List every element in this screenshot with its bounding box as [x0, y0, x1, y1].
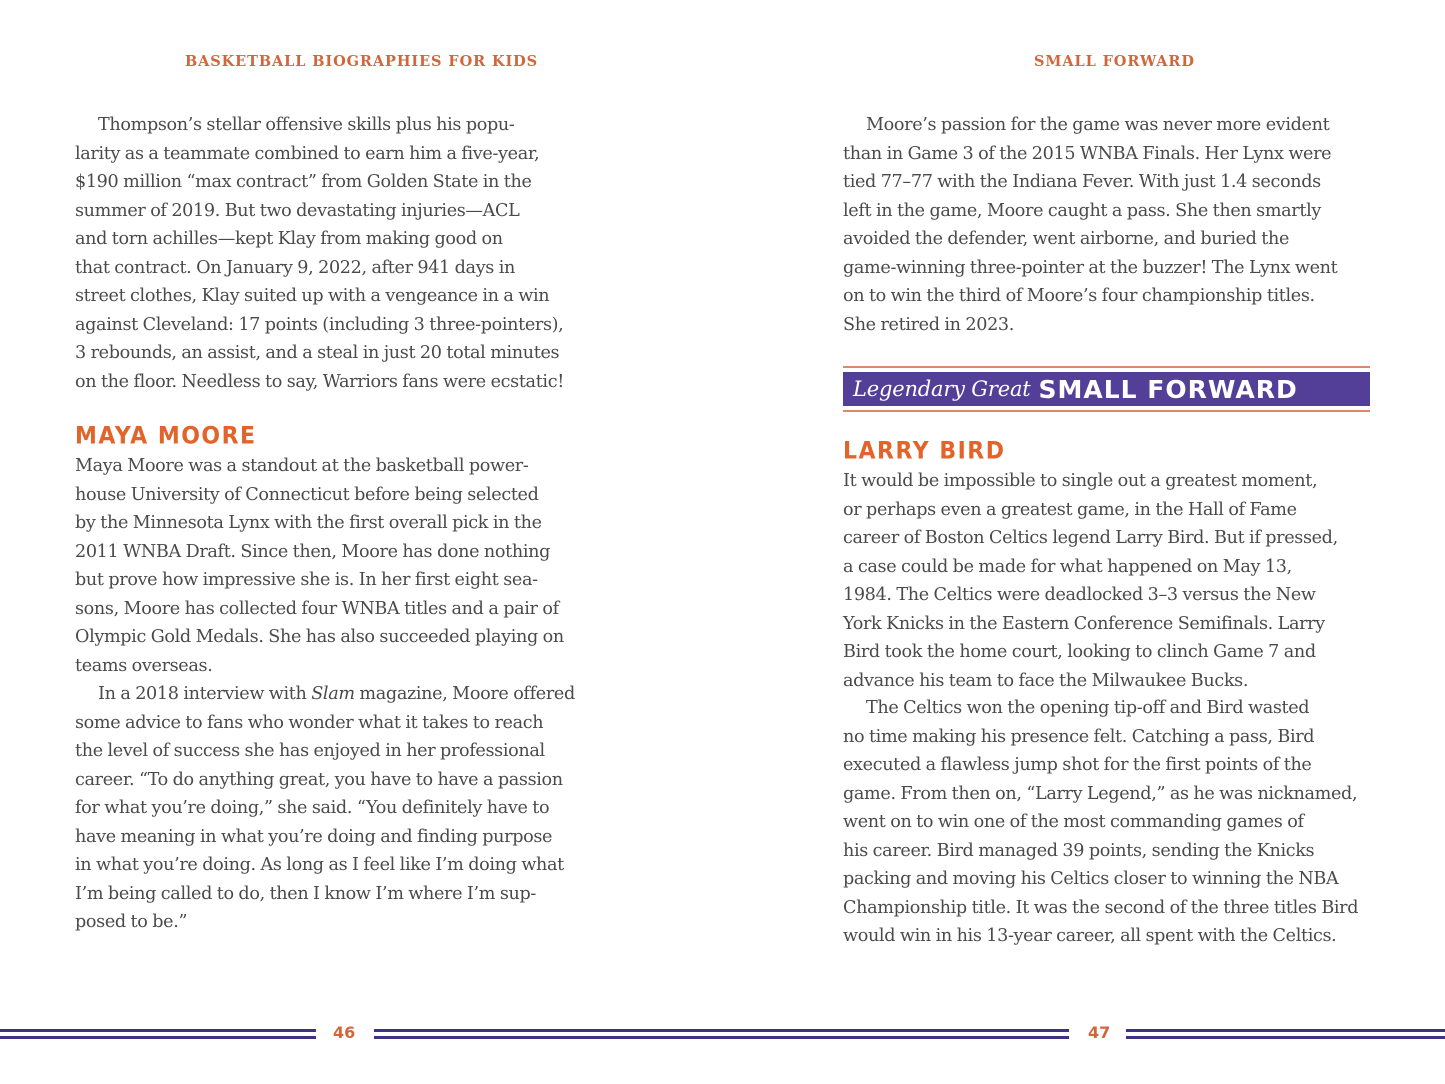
maya-moore-paragraph-1	[75, 452, 615, 680]
banner-bold-text: SMALL FORWARD	[1038, 374, 1298, 404]
text-line: 3 rebounds, an assist, and a steal in just 20 total minutes	[75, 343, 560, 363]
text-line: that contract. On January 9, 2022, after 941 days in	[75, 257, 515, 278]
text-line: for what you’re doing,” she said. “You definitely have to	[75, 798, 550, 818]
text-line: the level of success she has enjoyed in her professional	[75, 741, 545, 761]
running-head: BASKETBALL BIOGRAPHIES FOR KIDS	[185, 53, 539, 70]
text-line: It would be impossible to single out a greatest moment,	[843, 471, 1318, 491]
text-line: larity as a teammate combined to earn him a five-year,	[75, 143, 540, 164]
text-line: went on to win one of the most commanding games of	[843, 812, 1304, 832]
text-line: some advice to fans who wonder what it takes to reach	[75, 712, 544, 733]
text-line: York Knicks in the Eastern Conference Semifinals. Larry	[843, 613, 1325, 634]
footer-rule-right	[374, 1029, 722, 1039]
text-line: The Celtics won the opening tip-off and Bird wasted	[866, 698, 1310, 718]
text-line: career of Boston Celtics legend Larry Bird. But if pressed,	[843, 528, 1338, 548]
text-line	[75, 680, 615, 709]
text-line: packing and moving his Celtics closer to winning the NBA	[843, 869, 1339, 889]
banner-script-text: Legendary Great	[853, 377, 1031, 401]
text-line: advance his team to face the Milwaukee Bucks.	[843, 670, 1249, 691]
text-line: 1984. The Celtics were deadlocked 3–3 versus the New	[843, 585, 1316, 605]
text-line: game. From then on, “Larry Legend,” as he was nicknamed,	[843, 783, 1358, 804]
text-line: Maya Moore was a standout at the basketball power-	[75, 456, 529, 476]
text-line: and torn achilles—kept Klay from making good on	[75, 229, 503, 249]
text-line: teams overseas.	[75, 655, 213, 676]
footer-rule-right	[1126, 1029, 1445, 1039]
text-line: 2011 WNBA Draft. Since then, Moore has done nothing	[75, 541, 550, 562]
text-line: I’m being called to do, then I know I’m where I’m sup-	[75, 883, 537, 904]
larry-bird-paragraph-1	[843, 467, 1383, 695]
footer-rule-left	[722, 1029, 1069, 1039]
text-line: street clothes, Klay suited up with a vengeance in a win	[75, 286, 550, 306]
text-line: game-winning three-pointer at the buzzer! The Lynx went	[843, 257, 1338, 278]
text-fragment: magazine, Moore offered	[354, 684, 575, 704]
text-line: by the Minnesota Lynx with the first overall pick in the	[75, 513, 542, 533]
intro-paragraph	[75, 111, 615, 396]
text-line: house University of Connecticut before being selected	[75, 484, 539, 505]
text-line: summer of 2019. But two devastating injuries—ACL	[75, 200, 520, 221]
text-line: sons, Moore has collected four WNBA titles and a pair of	[75, 598, 559, 619]
text-line: than in Game 3 of the 2015 WNBA Finals. Her Lynx were	[843, 143, 1332, 164]
text-line: $190 million “max contract” from Golden State in the	[75, 172, 532, 192]
text-line: Thompson’s stellar offensive skills plus his popu-	[98, 115, 515, 135]
text-line: on the floor. Needless to say, Warriors fans were ecstatic!	[75, 371, 564, 392]
left-page	[0, 0, 722, 1084]
page-number: 47	[1088, 1023, 1111, 1042]
maya-moore-paragraph-2	[75, 680, 615, 937]
intro-paragraph	[843, 111, 1383, 339]
text-line: executed a flawless jump shot for the first points of the	[843, 755, 1312, 775]
legendary-great-banner	[843, 366, 1370, 412]
text-line: She retired in 2023.	[843, 314, 1015, 335]
text-line: Championship title. It was the second of the three titles Bird	[843, 897, 1359, 918]
text-line: in what you’re doing. As long as I feel like I’m doing what	[75, 855, 564, 875]
text-line: left in the game, Moore caught a pass. She then smartly	[843, 200, 1321, 221]
page-number: 46	[333, 1023, 356, 1042]
text-line: on to win the third of Moore’s four championship titles.	[843, 286, 1315, 306]
running-head: SMALL FORWARD	[1034, 53, 1195, 70]
footer-rule-left	[0, 1029, 316, 1039]
text-line: Bird took the home court, looking to clinch Game 7 and	[843, 642, 1316, 662]
banner-rule-top	[843, 366, 1370, 368]
right-page	[722, 0, 1445, 1084]
text-line: career. “To do anything great, you have to have a passion	[75, 769, 563, 790]
text-line: but prove how impressive she is. In her first eight sea-	[75, 570, 538, 590]
section-heading-maya-moore: MAYA MOORE	[75, 423, 257, 450]
text-line: his career. Bird managed 39 points, sending the Knicks	[843, 840, 1315, 861]
banner-rule-bottom	[843, 410, 1370, 412]
larry-bird-paragraph-2	[843, 694, 1383, 951]
banner-bar	[843, 372, 1370, 406]
magazine-title: Slam	[311, 684, 355, 704]
text-line: against Cleveland: 17 points (including 3 three-pointers),	[75, 314, 564, 335]
text-line: have meaning in what you’re doing and finding purpose	[75, 826, 553, 847]
text-line: no time making his presence felt. Catching a pass, Bird	[843, 726, 1315, 747]
text-line: or perhaps even a greatest game, in the Hall of Fame	[843, 499, 1297, 520]
text-line: Moore’s passion for the game was never more evident	[866, 115, 1330, 135]
text-fragment: In a 2018 interview with	[98, 684, 312, 704]
text-line: would win in his 13-year career, all spent with the Celtics.	[843, 926, 1337, 946]
text-line: avoided the defender, went airborne, and buried the	[843, 229, 1290, 249]
text-line: Olympic Gold Medals. She has also succeeded playing on	[75, 627, 564, 647]
section-heading-larry-bird: LARRY BIRD	[843, 438, 1006, 465]
text-line: tied 77–77 with the Indiana Fever. With just 1.4 seconds	[843, 172, 1321, 192]
text-line: posed to be.”	[75, 912, 188, 932]
text-line: a case could be made for what happened on May 13,	[843, 556, 1292, 577]
